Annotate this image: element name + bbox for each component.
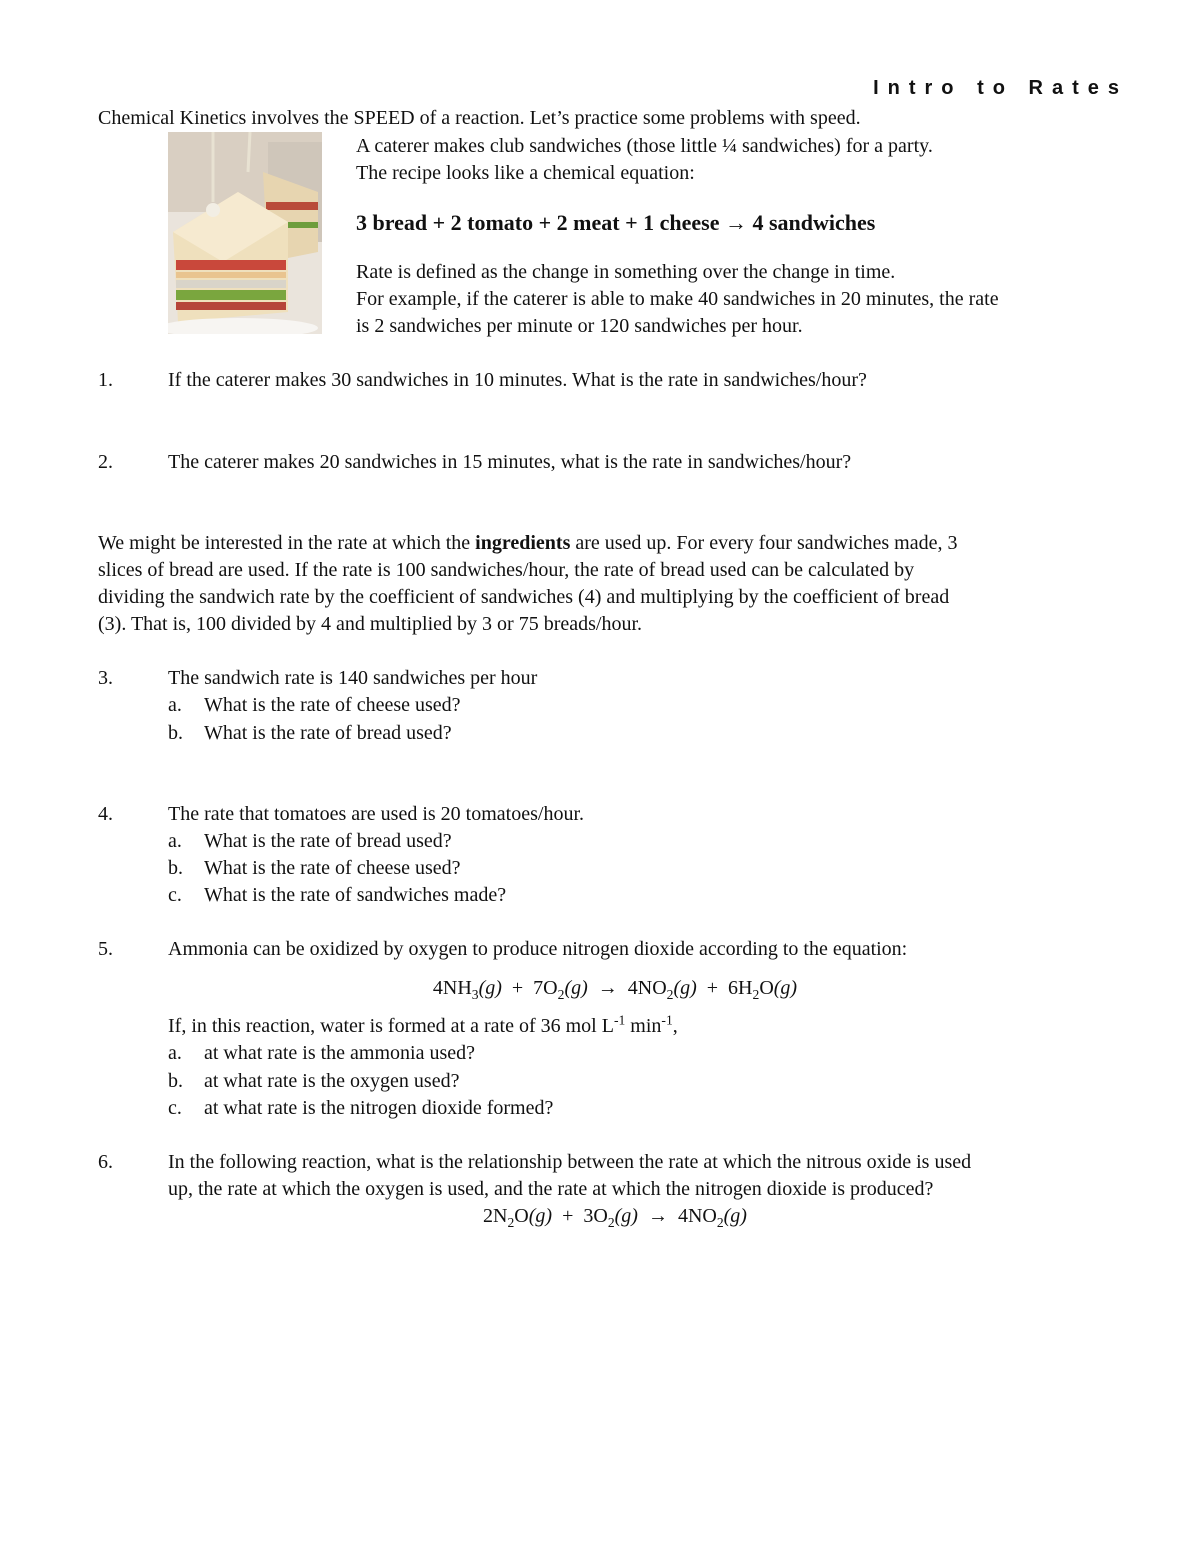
sub-label: b. (168, 722, 183, 744)
sub-label: a. (168, 694, 182, 716)
sub-question: What is the rate of cheese used? (204, 694, 461, 716)
sub-question: at what rate is the oxygen used? (204, 1070, 460, 1092)
paragraph-line: (3). That is, 100 divided by 4 and multiplied by 3 or 75 breads/hour. (98, 613, 643, 635)
sub-label: b. (168, 857, 183, 879)
question-text: In the following reaction, what is the relationship between the rate at which the nitrous oxide is used (168, 1151, 972, 1173)
sub-question: at what rate is the nitrogen dioxide formed? (204, 1097, 554, 1119)
question-number: 2. (98, 451, 113, 473)
question-text: If the caterer makes 30 sandwiches in 10 minutes. What is the rate in sandwiches/hour? (168, 369, 867, 391)
sub-question: What is the rate of bread used? (204, 830, 452, 852)
club-sandwich-photo (168, 132, 322, 334)
sub-label: a. (168, 1042, 182, 1064)
question-number: 5. (98, 938, 113, 960)
nitrous-oxide-equation: $2N_2O(g) + 3O_2(g) \to 4NO_2(g)$ (483, 1205, 747, 1230)
recipe-equation: 3 bread + 2 tomato + 2 meat + 1 cheese → 4 sandwiches (356, 210, 876, 235)
rate-example: For example, if the caterer is able to make 40 sandwiches in 20 minutes, the rate (356, 288, 999, 310)
paragraph-line: dividing the sandwich rate by the coefficient of sandwiches (4) and multiplying by the coefficient of bread (98, 586, 950, 608)
question-text: up, the rate at which the oxygen is used, and the rate at which the nitrogen dioxide is produced? (168, 1178, 934, 1200)
sub-label: b. (168, 1070, 183, 1092)
sub-question: What is the rate of cheese used? (204, 857, 461, 879)
sub-label: a. (168, 830, 182, 852)
page-title: Intro to Rates (873, 77, 1128, 99)
question-text: The caterer makes 20 sandwiches in 15 minutes, what is the rate in sandwiches/hour? (168, 451, 852, 473)
intro-line: Chemical Kinetics involves the SPEED of a reaction. Let’s practice some problems with speed. (98, 107, 861, 129)
question-text: Ammonia can be oxidized by oxygen to produce nitrogen dioxide according to the equation: (168, 938, 908, 960)
question-text: The sandwich rate is 140 sandwiches per hour (168, 667, 538, 689)
question-number: 4. (98, 803, 113, 825)
rate-definition: Rate is defined as the change in something over the change in time. (356, 261, 896, 283)
intro-line: A caterer makes club sandwiches (those little ¼ sandwiches) for a party. (356, 135, 933, 157)
sub-question: at what rate is the ammonia used? (204, 1042, 476, 1064)
intro-line: The recipe looks like a chemical equation: (356, 162, 695, 184)
paragraph-line: slices of bread are used. If the rate is 100 sandwiches/hour, the rate of bread used can be calculated by (98, 559, 915, 581)
question-number: 6. (98, 1151, 113, 1173)
rate-example: is 2 sandwiches per minute or 120 sandwiches per hour. (356, 315, 803, 337)
sub-label: c. (168, 884, 182, 906)
sub-question: What is the rate of bread used? (204, 722, 452, 744)
question-number: 1. (98, 369, 113, 391)
sub-question: What is the rate of sandwiches made? (204, 884, 507, 906)
paragraph-line: We might be interested in the rate at which the ingredients are used up. For every four sandwiches made, 3 (98, 532, 958, 554)
question-text: The rate that tomatoes are used is 20 tomatoes/hour. (168, 803, 584, 825)
ammonia-equation: $4NH_3(g) + 7O_2(g) \to 4NO_2(g) + 6H_2O(g)$ (432, 977, 798, 1002)
question-number: 3. (98, 667, 113, 689)
bold-term: ingredients (475, 532, 571, 554)
sub-label: c. (168, 1097, 182, 1119)
given-rate: If, in this reaction, water is formed at a rate of 36 mol $L^{-1}$ $\min^{-1}$, (168, 1012, 678, 1037)
